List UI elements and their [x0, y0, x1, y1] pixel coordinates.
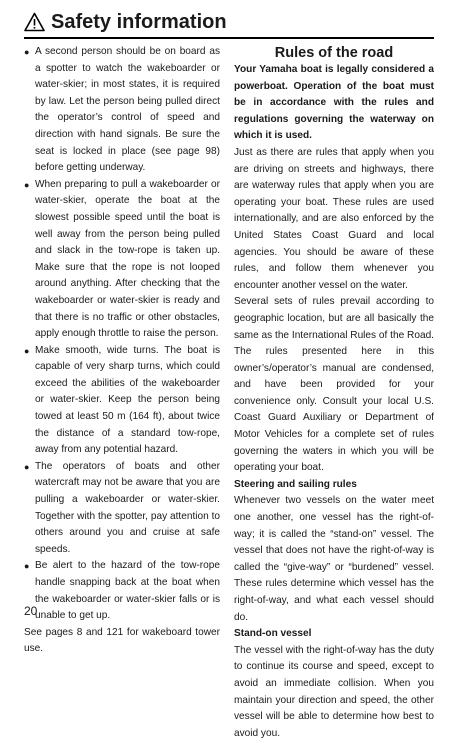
warning-triangle-icon: [24, 12, 45, 32]
bullet-text: Make smooth, wide turns. The boat is capable of very sharp turns, which could exceed the abilities of the wakeboarder or water-skier. Keep the person being towed at least 50 m (164 ft), about twice the distance of a standard tow-rope, away from any potential hazard.: [35, 344, 220, 456]
bullet-item: [24, 558, 220, 624]
body-paragraph: Whenever two vessels on the water meet one another, one vessel has the right-of-way; it is called the “stand-on” vessel. The vessel that does not have the right-of-way is called the “give-way” or “burdened” vessel. These rules determine which vessel has the right-of-way, and what each vessel should do.: [234, 495, 434, 623]
bullet-icon: ●: [24, 345, 30, 356]
right-column: [234, 44, 434, 742]
subheading-steering: Steering and sailing rules: [234, 478, 357, 490]
bullet-text: A second person should be on board as a spotter to watch the wakeboarder or water-skier; in most states, it is required by law. Let the person being pulled direct the operator’s control of speed and direction with hand signals. Be sure the seat is locked in place (see page 98) before getting underway.: [35, 46, 220, 174]
bullet-item: [24, 343, 220, 459]
bullet-icon: ●: [24, 179, 30, 190]
body-paragraph: Just as there are rules that apply when you are driving on streets and highways, there are waterway rules that apply when you are operating your boat. These rules are used internationally, and are also enforced by the United States Coast Guard and local agencies. You should be aware of these rules, and follow them whenever you encounter another vessel on the water.: [234, 146, 434, 291]
bullet-item: [24, 459, 220, 559]
bullet-icon: ●: [24, 461, 30, 472]
page-number: 20: [24, 604, 38, 618]
subheading-stand-on: Stand-on vessel: [234, 628, 312, 640]
bullet-icon: ●: [24, 561, 30, 572]
bullet-text: The operators of boats and other watercraft may not be aware that you are pulling a wakeboarder or water-skier. Together with the spotter, pay attention to others around you and cruise at safe speeds.: [35, 460, 220, 555]
intro-paragraph: Your Yamaha boat is legally considered a powerboat. Operation of the boat must be in accordance with the rules and regulations governing the waterway on which it is used.: [234, 64, 434, 142]
bullet-text: When preparing to pull a wakeboarder or water-skier, operate the boat at the slowest possible speed until the boat is well away from the person being pulled and slack in the tow-rope is taken up. Make sure that the rope is not looped around anything. After checking that the wakeboarder or water-skier is ready and that there is no traffic or other obstacles, apply enough throttle to raise the person.: [35, 178, 220, 340]
section-title: Safety information: [51, 10, 227, 33]
rules-heading: Rules of the road: [274, 45, 394, 61]
left-column: [24, 44, 220, 658]
bullet-item: [24, 177, 220, 343]
bullet-icon: ●: [24, 47, 30, 57]
body-paragraph: The vessel with the right-of-way has the duty to continue its course and speed, except to avoid an immediate collision. When you maintain your direction and speed, the other vessel will be able to determine how best to avoid you.: [234, 644, 434, 739]
section-header: [24, 8, 434, 36]
bullet-item: [24, 44, 220, 177]
wakeboard-tower-note: See pages 8 and 121 for wakeboard tower use.: [24, 626, 220, 655]
bullet-text: Be alert to the hazard of the tow-rope handle snapping back at the boat when the wakeboarder or water-skier falls or is unable to get up.: [35, 560, 220, 622]
header-divider: [24, 37, 434, 39]
safety-bullet-list: [24, 44, 220, 625]
body-paragraph: Several sets of rules prevail according to geographic location, but are all basically the same as the International Rules of the Road. The rules presented here in this owner’s/operator’s manual are condensed, and have been provided for your convenience only. Consult your local U.S. Coast Guard Auxiliary or Department of Motor Vehicles for a complete set of rules governing the waters in which you will be operating your boat.: [234, 296, 434, 474]
